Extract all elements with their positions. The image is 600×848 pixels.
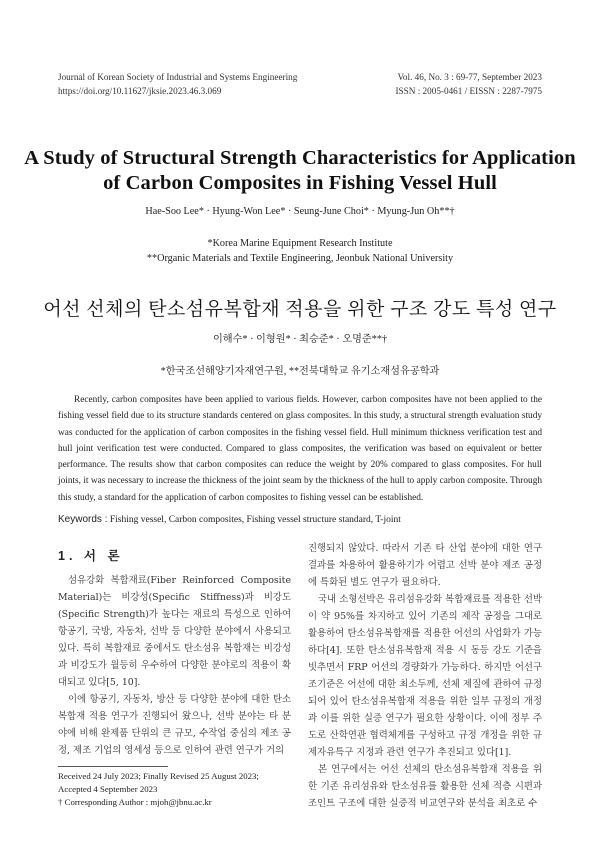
korean-title: 어선 선체의 탄소섬유복합재 적용을 위한 구조 강도 특성 연구	[43, 299, 557, 320]
abstract: Recently, carbon composites have been applied to various fields. However, carbon composites have not been applied to the fishing vessel field due to its structure standards centered on glass composites. In this study, a structural strength evaluation study was conducted for the application of carbon composites in the fishing vessel field. Hull minimum thickness verification test and hull joint verification test were conducted. Compared to glass composites, the verification was based on equivalent or better performance. The results show that carbon composites can reduce the weight by 20% compared to glass composites. For hull joints, it was necessary to increase the thickness of the joint seam by the thickness of the hull to apply carbon composite. Through this study, a standard for the application of carbon composites to fishing vessel can be established.	[58, 395, 542, 503]
footnote-divider	[58, 766, 168, 767]
paper-title-line1: A Study of Structural Strength Characteristics for Application	[24, 147, 576, 169]
paper-title-line2: of Carbon Composites in Fishing Vessel Hull	[103, 172, 497, 194]
accepted-date: Accepted 4 September 2023	[58, 784, 158, 794]
keywords-label: Keywords :	[58, 514, 108, 525]
keywords	[58, 514, 542, 525]
left-paragraph-2: 이에 항공기, 자동차, 방산 등 다양한 분야에 대한 탄소복합재 적용 연구가 진행되어 왔으나, 선박 분야는 타 분야에 비해 완제품 단위의 큰 규모, 수작업 중심의 제조 공정, 제조 기업의 영세성 등으로 인하여 관련 연구가 거의	[58, 694, 291, 756]
volume-info: Vol. 46, No. 3 : 69-77, September 2023	[397, 72, 542, 82]
left-column	[58, 572, 291, 759]
received-date: Received 24 July 2023; Finally Revised 25 August 2023;	[58, 771, 259, 781]
right-paragraph-1: 진행되지 않았다. 따라서 기존 타 산업 분야에 대한 연구결과를 차용하여 활용하기가 어렵고 선박 분야 제조 공정에 특화된 별도 연구가 필요하다.	[308, 543, 542, 588]
doi-link[interactable]: https://doi.org/10.11627/jksie.2023.46.3.069	[58, 86, 222, 96]
affiliation-2: **Organic Materials and Textile Engineering, Jeonbuk National University	[146, 253, 454, 264]
section-heading: 1. 서 론	[58, 549, 124, 563]
right-paragraph-3: 본 연구에서는 어선 선체의 탄소섬유복합재 적용을 위한 기존 유리섬유와 탄소섬유를 활용한 선체 적층 시편과 조인트 구조에 대한 실증적 비교연구와 분석을 최초로 수	[308, 764, 542, 809]
korean-affiliations: *한국조선해양기자재연구원, **전북대학교 유기소재섬유공학과	[160, 366, 440, 377]
right-column	[308, 540, 542, 812]
keywords-text: Fishing vessel, Carbon composites, Fishing vessel structure standard, T-joint	[109, 515, 401, 525]
issn-info: ISSN : 2005-0461 / EISSN : 2287-7975	[395, 86, 542, 96]
left-paragraph-1: 섬유강화 복합재료(Fiber Reinforced Composite Material)는 비강성(Specific Stiffness)과 비강도(Specific Strength)가 높다는 재료의 특성으로 인하여 항공기, 국방, 자동차, 선박 등 다양한 분야에서 사용되고 있다. 특히 복합재료 중에서도 탄소섬유 복합재는 비강성과 비강도가 월등히 우수하여 다양한 분야로의 적용이 확대되고 있다[5, 10].	[58, 575, 291, 688]
right-paragraph-2: 국내 소형선박은 유리섬유강화 복합재료를 적용한 선박이 약 95%를 차지하고 있어 기존의 제작 공정을 그대로 활용하여 탄소섬유복합재를 적용한 어선의 사업화가 가능하다[4]. 또한 탄소섬유복합재 적용 시 동등 강도 기준을 빗추면서 FRP 어선의 경량화가 가능하다. 하지만 어선구조기준은 어선에 대한 최소두께, 선체 제질에 관하여 규정되어 있어 탄소섬유복합재 적용을 위한 일부 규정의 개정과 이를 위한 실증 연구가 필요한 상황이다. 이에 정부 주도로 산학연관 협력체계를 구성하고 규정 개정을 위한 규제자유특구 지정과 관련 연구가 추진되고 있다[1].	[308, 594, 542, 758]
author-list: Hae-Soo Lee* · Hyung-Won Lee* · Seung-June Choi* · Myung-Jun Oh**†	[145, 206, 455, 217]
journal-name: Journal of Korean Society of Industrial and Systems Engineering	[58, 72, 298, 82]
affiliation-1: *Korea Marine Equipment Research Institute	[207, 238, 393, 249]
corresponding-author: † Corresponding Author : mjoh@jbnu.ac.kr	[58, 797, 212, 807]
korean-author-list: 이해수* · 이형원* · 최승준* · 오명준**†	[212, 334, 388, 345]
